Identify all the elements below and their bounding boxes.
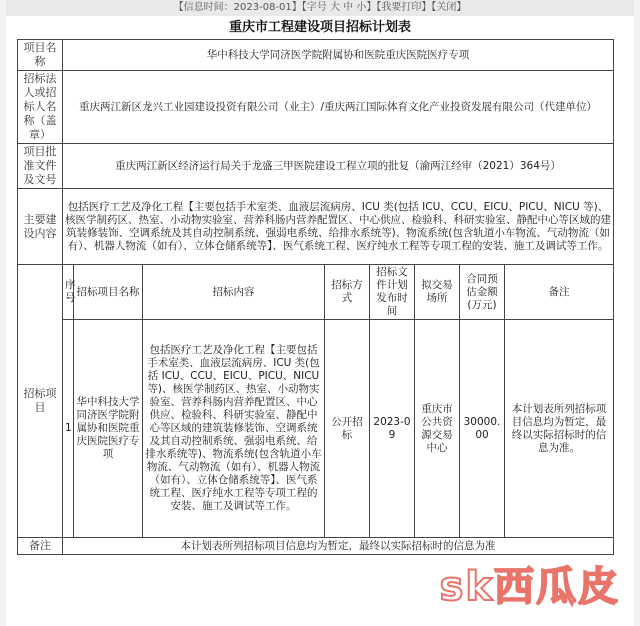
item-amount: 30000.00 — [460, 320, 505, 538]
page — [6, 0, 634, 626]
row-approval — [18, 144, 614, 189]
item-publish-time: 2023-09 — [370, 320, 415, 538]
bid-plan-table — [17, 39, 614, 555]
header-amount: 合同预估金额(万元) — [460, 265, 505, 320]
main-content-label: 主要建设内容 — [18, 189, 63, 265]
header-method: 招标方式 — [325, 265, 370, 320]
item-seq: 1 — [63, 320, 74, 538]
header-name: 招标项目名称 — [74, 265, 143, 320]
header-content: 招标内容 — [143, 265, 325, 320]
row-note — [18, 538, 614, 555]
watermark: sk西瓜皮 — [439, 564, 620, 610]
approval-label: 项目批准文件及文号 — [18, 144, 63, 189]
header-publish-time: 招标文件计划发布时间 — [370, 265, 415, 320]
font-size-label: 【字号 — [301, 2, 330, 13]
font-small-link[interactable]: 小 — [356, 2, 367, 13]
print-link[interactable]: 【我要打印】 — [376, 2, 432, 13]
font-large-link[interactable]: 大 — [329, 2, 340, 13]
header-seq: 序号 — [63, 265, 74, 320]
approval-value: 重庆两江新区经济运行局关于龙盛三甲医院建设工程立项的批复（渝两江经审（2021）364号） — [63, 144, 614, 189]
header-remark: 备注 — [505, 265, 614, 320]
item-content: 包括医疗工艺及净化工程【主要包括手术室类、血液层流病房、ICU 类(包括 ICU、CCU、EICU、PICU、NICU 等)、核医学制药区、热室、小动物实验室、营养科肠内营养配置区、中心供应、检验科、科研实验室、静配中心等区域的建筑装修装饰、空调系统及其自动控制系统、强弱电系统、给排水系统等)、物流系统(包含轨道小车物流、气动物流（如有）、机器人物流（如有）、立体仓储系统等】、医气系统工程、医疗纯水工程等专项工程的安装、施工及调试等工作。 — [143, 320, 325, 538]
bid-items-header-row — [18, 265, 614, 320]
font-size-suffix: 】 — [366, 2, 377, 13]
tenderer-value: 重庆两江新区龙兴工业园建设投资有限公司（业主）/重庆两江国际体育文化产业投资发展有限公司（代建单位） — [63, 71, 614, 144]
item-method: 公开招标 — [325, 320, 370, 538]
project-name-label: 项目名称 — [18, 40, 63, 71]
bid-items-label: 招标项目 — [18, 265, 63, 538]
font-medium-link[interactable]: 中 — [343, 2, 354, 13]
info-time: 【信息时间：2023-08-01】 — [173, 2, 302, 13]
project-name-value: 华中科技大学同济医学院附属协和医院重庆医院医疗专项 — [63, 40, 614, 71]
close-link[interactable]: 【关闭】 — [431, 2, 467, 13]
row-project-name — [18, 40, 614, 71]
table-row — [18, 320, 614, 538]
note-label: 备注 — [18, 538, 63, 555]
header-venue: 拟交易场所 — [415, 265, 460, 320]
row-tenderer — [18, 71, 614, 144]
item-name: 华中科技大学同济医学院附属协和医院重庆医院医疗专项 — [74, 320, 143, 538]
main-content-value: 包括医疗工艺及净化工程【主要包括手术室类、血液层流病房、ICU 类(包括 ICU、CCU、EICU、PICU、NICU 等)、核医学制药区、热室、小动物实验室、营养科肠内营养配置区、中心供应、检验科、科研实验室、静配中心等区域的建筑装修装饰、空调系统及其自动控制系统、强弱电系统、给排水系统等)、物流系统(包含轨道小车物流、气动物流（如有）、机器人物流（如有）、立体仓储系统等】、医气系统工程、医疗纯水工程等专项工程的安装、施工及调试等工作。 — [63, 189, 614, 265]
page-title: 重庆市工程建设项目招标计划表 — [228, 20, 411, 35]
info-bar — [6, 0, 634, 16]
tenderer-label: 招标法人或招标人名称（盖章） — [18, 71, 63, 144]
row-main-content — [18, 189, 614, 265]
item-remark: 本计划表所列招标项目信息均为暂定，最终以实际招标时的信息为准。 — [505, 320, 614, 538]
item-venue: 重庆市公共资源交易中心 — [415, 320, 460, 538]
note-value: 本计划表所列招标项目信息均为暂定，最终以实际招标时的信息为准 — [63, 538, 614, 555]
